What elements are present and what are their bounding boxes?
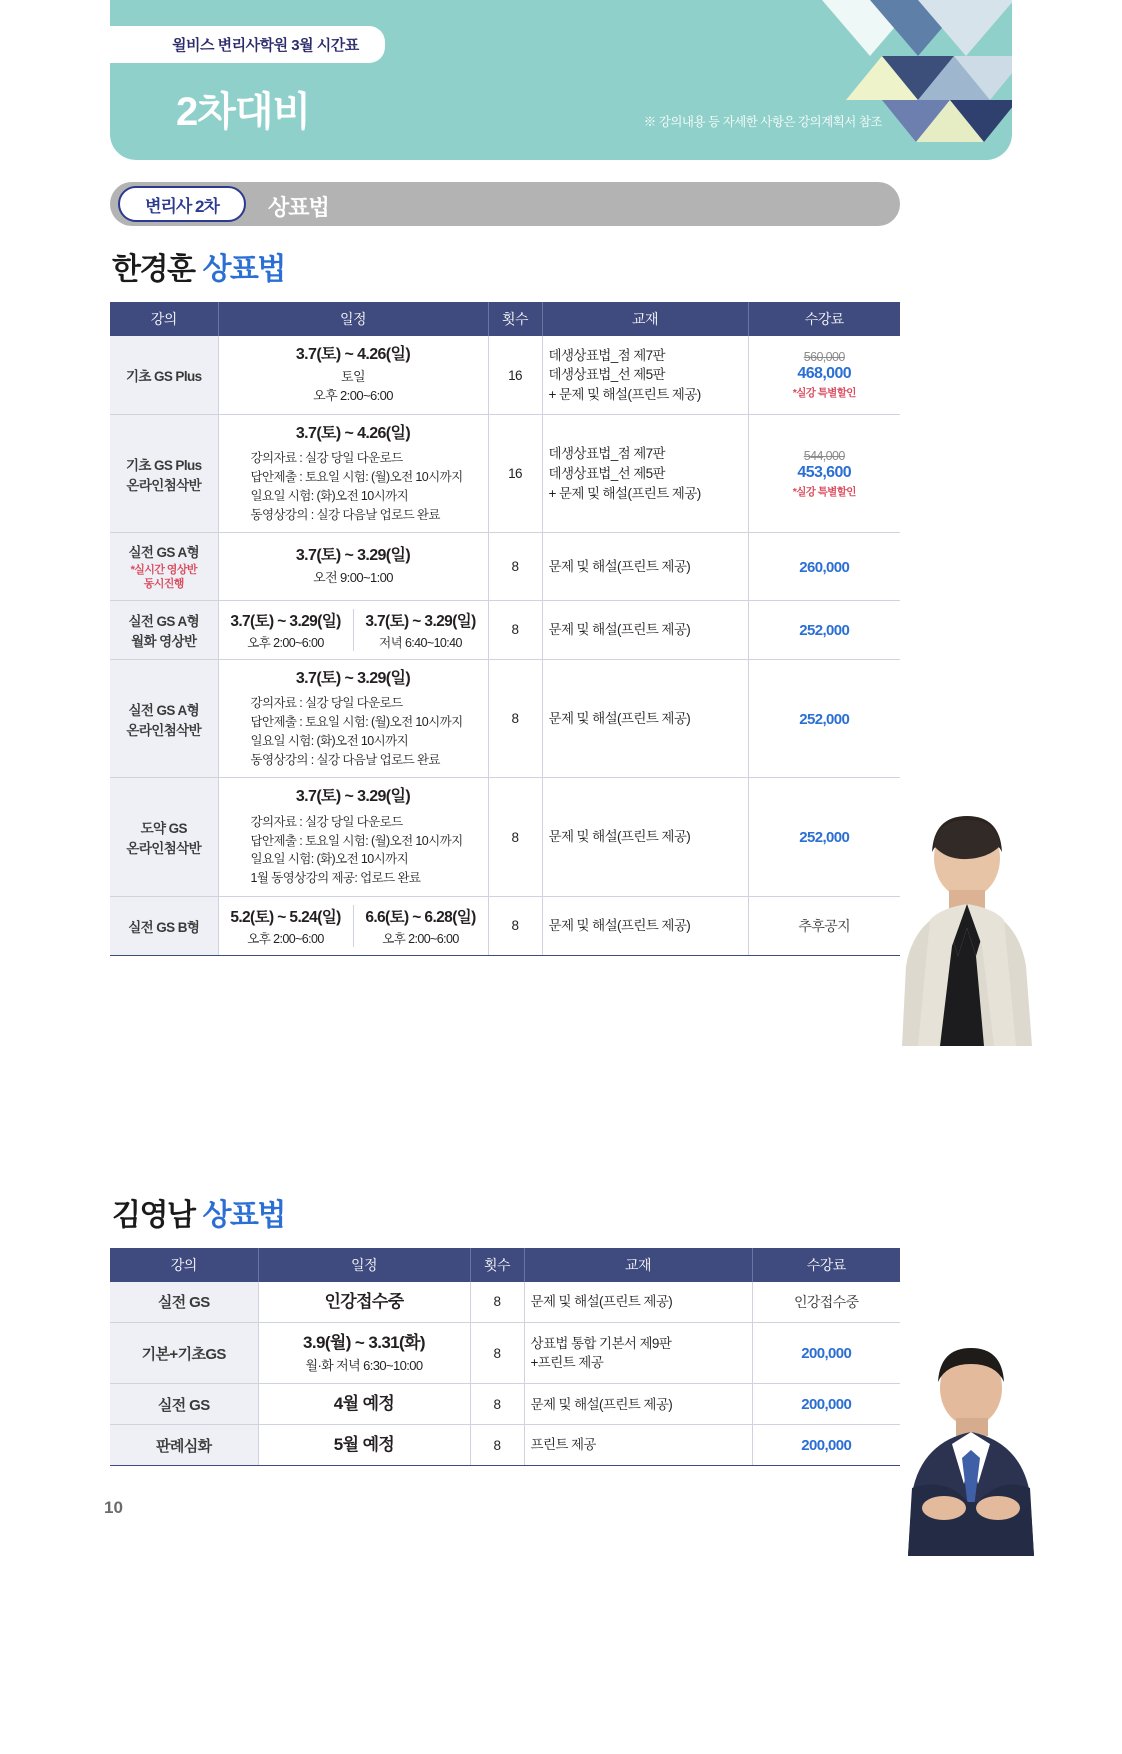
section-title: 상표법 bbox=[268, 195, 329, 220]
cell-course bbox=[110, 415, 218, 533]
cell-book: 문제 및 해설(프린트 제공) bbox=[542, 600, 748, 659]
course-name: 실전 GS B형 bbox=[128, 919, 200, 935]
col-header-fee: 수강료 bbox=[752, 1248, 900, 1282]
cell-book: 문제 및 해설(프린트 제공) bbox=[542, 533, 748, 601]
fee-text: 추후공지 bbox=[798, 917, 851, 934]
schedule-range: 3.9(월) ~ 3.31(화) bbox=[303, 1332, 425, 1352]
cell-fee bbox=[748, 415, 900, 533]
cell-count: 8 bbox=[470, 1425, 524, 1466]
schedule-range: 6.6(토) ~ 6.28(일) bbox=[365, 908, 476, 926]
cell-fee bbox=[748, 600, 900, 659]
cell-book: 문제 및 해설(프린트 제공) bbox=[542, 659, 748, 777]
fee-amount: 200,000 bbox=[801, 1345, 852, 1363]
fee-text: 인강접수중 bbox=[793, 1293, 859, 1310]
cell-course bbox=[110, 336, 218, 415]
fee-amount: 200,000 bbox=[801, 1396, 852, 1414]
schedule-split-part bbox=[219, 905, 354, 947]
cell-fee bbox=[752, 1282, 900, 1322]
col-header-book: 교재 bbox=[542, 302, 748, 336]
course-name: 실전 GS bbox=[157, 1396, 210, 1414]
schedule-time: 토일 오후 2:00~6:00 bbox=[313, 369, 393, 404]
cell-course bbox=[110, 533, 218, 601]
cell-count: 8 bbox=[488, 533, 542, 601]
cell-course bbox=[110, 1322, 258, 1384]
cell-schedule bbox=[218, 896, 488, 955]
cell-book: 프린트 제공 bbox=[524, 1425, 752, 1466]
table-row bbox=[110, 600, 900, 659]
schedule-range: 3.7(토) ~ 4.26(일) bbox=[295, 346, 411, 363]
course-name: 실전 GS A형 bbox=[128, 545, 200, 561]
schedule-table-han bbox=[110, 302, 900, 956]
cell-book: 데생상표법_점 제7판 데생상표법_선 제5판 + 문제 및 해설(프린트 제공) bbox=[542, 336, 748, 415]
teacher-subject: 상표법 bbox=[202, 253, 285, 286]
cell-count: 16 bbox=[488, 415, 542, 533]
cell-fee bbox=[748, 336, 900, 415]
cell-schedule bbox=[218, 659, 488, 777]
table-row bbox=[110, 1322, 900, 1384]
cell-count: 8 bbox=[488, 778, 542, 896]
col-header-schedule: 일정 bbox=[258, 1248, 470, 1282]
schedule-range: 5.2(토) ~ 5.24(일) bbox=[230, 908, 341, 926]
cell-count: 8 bbox=[470, 1282, 524, 1322]
cell-schedule bbox=[258, 1384, 470, 1425]
cell-schedule bbox=[218, 336, 488, 415]
col-header-book: 교재 bbox=[524, 1248, 752, 1282]
schedule-split-part bbox=[219, 609, 354, 651]
schedule-range: 5월 예정 bbox=[333, 1435, 395, 1455]
schedule-time: 오후 2:00~6:00 bbox=[382, 931, 459, 946]
fee-original: 560,000 bbox=[803, 350, 845, 365]
col-header-schedule: 일정 bbox=[218, 302, 488, 336]
cell-book: 문제 및 해설(프린트 제공) bbox=[542, 896, 748, 955]
fee-original: 544,000 bbox=[803, 448, 845, 463]
fee-amount: 453,600 bbox=[797, 463, 852, 481]
header-badge: 윌비스 변리사학원 3월 시간표 bbox=[110, 26, 385, 63]
header-background bbox=[110, 0, 1012, 160]
schedule-time: 오전 9:00~1:00 bbox=[313, 570, 393, 586]
cell-book: 문제 및 해설(프린트 제공) bbox=[524, 1384, 752, 1425]
cell-fee bbox=[748, 659, 900, 777]
cell-fee bbox=[752, 1322, 900, 1384]
instructor-photo-kim bbox=[882, 1338, 1060, 1556]
col-header-count: 횟수 bbox=[488, 302, 542, 336]
schedule-detail: 강의자료 : 실강 당일 다운로드 답안제출 : 토요일 시험: (월)오전 10시까지 일요일 시험: (화)오전 10시까지 1월 동영상강의 제공: 업로드 완료 bbox=[250, 814, 463, 885]
col-header-fee: 수강료 bbox=[748, 302, 900, 336]
course-name: 실전 GS A형 월화 영상반 bbox=[128, 613, 200, 649]
page-number: 10 bbox=[104, 1498, 123, 1517]
fee-amount: 468,000 bbox=[797, 365, 852, 383]
schedule-detail: 강의자료 : 실강 당일 다운로드 답안제출 : 토요일 시험: (월)오전 10시까지 일요일 시험: (화)오전 10시까지 동영상강의 : 실강 다음날 업로드 완료 bbox=[250, 696, 463, 767]
cell-count: 8 bbox=[488, 659, 542, 777]
instructor-photo-han bbox=[874, 806, 1060, 1046]
schedule-table-kim bbox=[110, 1248, 900, 1466]
table-header-row bbox=[110, 1248, 900, 1282]
course-name: 실전 GS bbox=[157, 1294, 210, 1312]
schedule-time: 저녁 6:40~10:40 bbox=[379, 635, 462, 650]
cell-fee bbox=[748, 533, 900, 601]
cell-schedule bbox=[218, 600, 488, 659]
fee-note: *실강 특별할인 bbox=[792, 485, 856, 498]
schedule-detail: 강의자료 : 실강 당일 다운로드 답안제출 : 토요일 시험: (월)오전 10시까지 일요일 시험: (화)오전 10시까지 동영상강의 : 실강 다음날 업로드 완료 bbox=[250, 451, 463, 522]
schedule-split-part bbox=[354, 609, 488, 651]
table-row bbox=[110, 415, 900, 533]
cell-schedule bbox=[218, 778, 488, 896]
cell-count: 8 bbox=[488, 600, 542, 659]
cell-course bbox=[110, 1425, 258, 1466]
schedule-time: 오후 2:00~6:00 bbox=[247, 635, 324, 650]
course-name: 도약 GS 온라인첨삭반 bbox=[126, 821, 202, 857]
table-row bbox=[110, 533, 900, 601]
cell-schedule bbox=[258, 1322, 470, 1384]
fee-amount: 252,000 bbox=[799, 621, 850, 639]
schedule-range: 인강접수중 bbox=[324, 1292, 404, 1311]
table-row bbox=[110, 1425, 900, 1466]
teacher-heading bbox=[112, 1190, 900, 1234]
page-header bbox=[110, 0, 1012, 160]
teacher-heading bbox=[112, 244, 900, 288]
cell-book: 문제 및 해설(프린트 제공) bbox=[524, 1282, 752, 1322]
table-row bbox=[110, 659, 900, 777]
section-bar bbox=[110, 182, 900, 226]
fee-note: *실강 특별할인 bbox=[792, 387, 856, 400]
teacher-block-han bbox=[110, 244, 900, 956]
fee-amount: 252,000 bbox=[799, 829, 850, 847]
table-row bbox=[110, 896, 900, 955]
cell-fee bbox=[752, 1425, 900, 1466]
schedule-range: 3.7(토) ~ 3.29(일) bbox=[295, 788, 411, 806]
schedule-split-part bbox=[354, 905, 488, 947]
cell-count: 8 bbox=[488, 896, 542, 955]
course-note: *실시간 영상반 동시진행 bbox=[130, 564, 197, 591]
cell-course bbox=[110, 896, 218, 955]
schedule-range: 3.7(토) ~ 3.29(일) bbox=[230, 612, 341, 630]
col-header-course: 강의 bbox=[110, 1248, 258, 1282]
cell-count: 8 bbox=[470, 1384, 524, 1425]
cell-course bbox=[110, 659, 218, 777]
table-header-row bbox=[110, 302, 900, 336]
schedule-range: 3.7(토) ~ 4.26(일) bbox=[295, 425, 411, 443]
table-row bbox=[110, 1282, 900, 1322]
table-row bbox=[110, 1384, 900, 1425]
schedule-range: 4월 예정 bbox=[333, 1394, 395, 1414]
cell-course bbox=[110, 1384, 258, 1425]
fee-amount: 260,000 bbox=[799, 558, 850, 576]
table-row bbox=[110, 778, 900, 896]
course-name: 기초 GS Plus 온라인첨삭반 bbox=[125, 457, 202, 493]
course-name: 기본+기초GS bbox=[141, 1345, 226, 1363]
header-note: ※ 강의내용 등 자세한 사항은 강의계획서 참조 bbox=[643, 115, 882, 129]
cell-schedule bbox=[218, 533, 488, 601]
course-name: 판례심화 bbox=[155, 1437, 212, 1455]
teacher-name: 김영남 bbox=[112, 1199, 195, 1232]
cell-course bbox=[110, 778, 218, 896]
schedule-time: 오후 2:00~6:00 bbox=[247, 931, 324, 946]
section-pill-label: 변리사 2차 bbox=[118, 186, 246, 222]
teacher-subject: 상표법 bbox=[202, 1199, 285, 1232]
cell-course bbox=[110, 1282, 258, 1322]
cell-book: 데생상표법_점 제7판 데생상표법_선 제5판 + 문제 및 해설(프린트 제공) bbox=[542, 415, 748, 533]
header-triangle-decoration bbox=[822, 0, 1012, 160]
page-title: 2차대비 bbox=[176, 90, 311, 134]
fee-amount: 252,000 bbox=[799, 710, 850, 728]
schedule-range: 3.7(토) ~ 3.29(일) bbox=[365, 612, 476, 630]
teacher-block-kim bbox=[110, 1190, 900, 1466]
cell-count: 16 bbox=[488, 336, 542, 415]
fee-amount: 200,000 bbox=[801, 1437, 852, 1455]
cell-schedule bbox=[258, 1425, 470, 1466]
schedule-range: 3.7(토) ~ 3.29(일) bbox=[295, 547, 411, 565]
table-row bbox=[110, 336, 900, 415]
cell-fee bbox=[752, 1384, 900, 1425]
schedule-time: 월·화 저녁 6:30~10:00 bbox=[305, 1357, 423, 1373]
teacher-name: 한경훈 bbox=[112, 253, 195, 286]
course-name: 실전 GS A형 온라인첨삭반 bbox=[126, 702, 202, 738]
schedule-range: 3.7(토) ~ 3.29(일) bbox=[295, 669, 411, 687]
col-header-count: 횟수 bbox=[470, 1248, 524, 1282]
col-header-course: 강의 bbox=[110, 302, 218, 336]
cell-schedule bbox=[258, 1282, 470, 1322]
cell-course bbox=[110, 600, 218, 659]
cell-count: 8 bbox=[470, 1322, 524, 1384]
course-name: 기초 GS Plus bbox=[125, 369, 202, 385]
cell-book: 상표법 통합 기본서 제9판 +프린트 제공 bbox=[524, 1322, 752, 1384]
cell-schedule bbox=[218, 415, 488, 533]
cell-book: 문제 및 해설(프린트 제공) bbox=[542, 778, 748, 896]
